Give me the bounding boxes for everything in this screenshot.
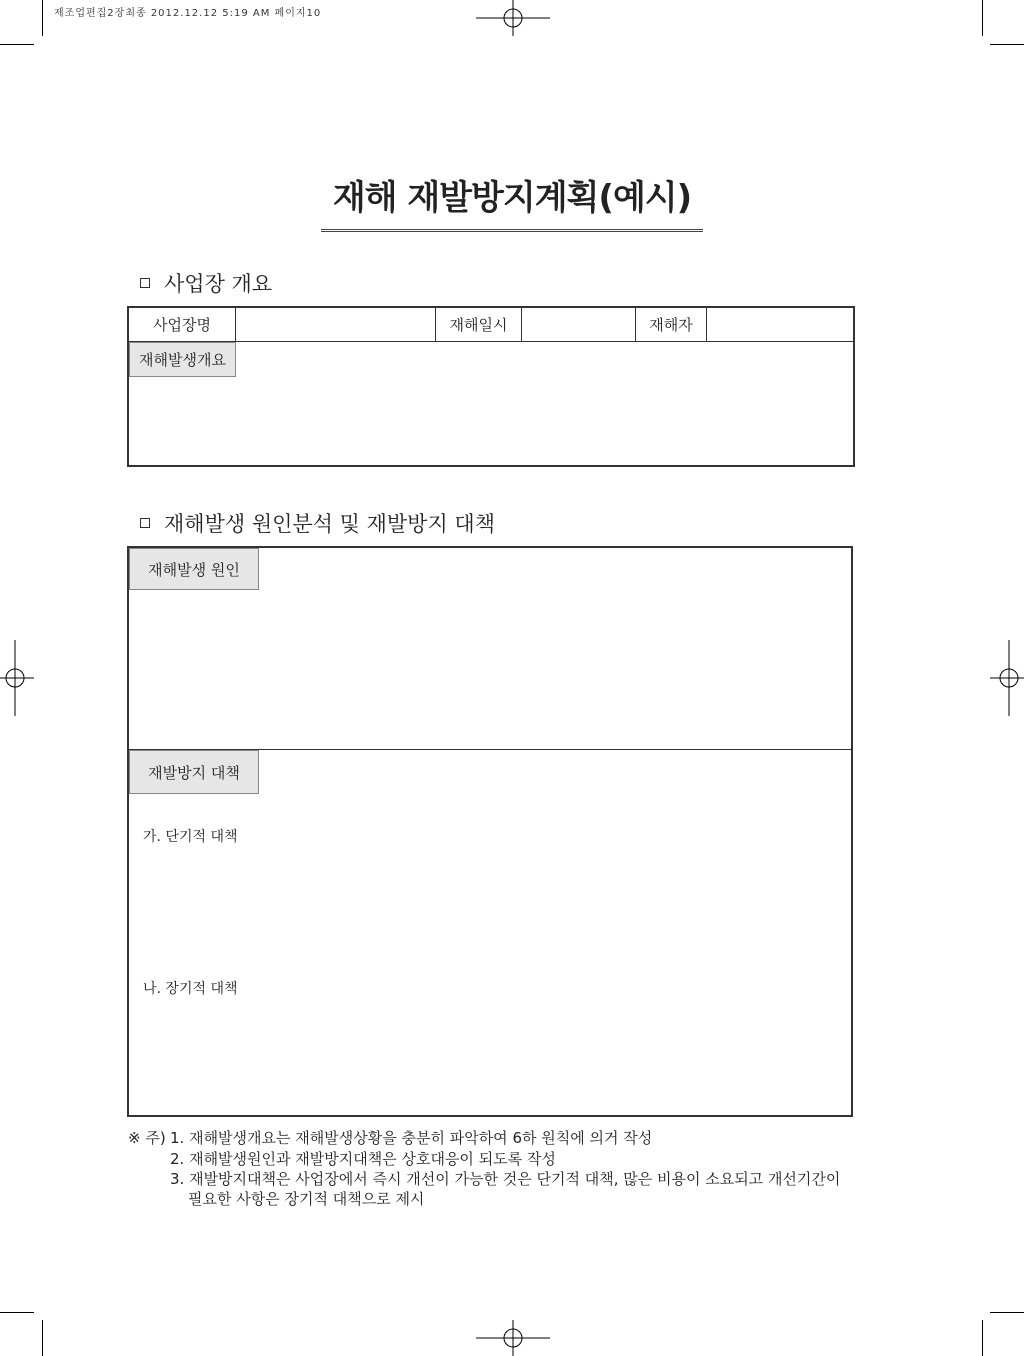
- accident-overview-label: 재해발생개요: [129, 342, 236, 377]
- note-item-1: 1. 재해발생개요는 재해발생상황을 충분히 파악하여 6하 원칙에 의거 작성: [170, 1129, 653, 1147]
- accident-cause-area[interactable]: [129, 590, 851, 748]
- checkbox-square-icon: [140, 518, 150, 528]
- cause-and-measures-table: [127, 546, 853, 1117]
- accident-cause-label: 재해발생 원인: [129, 548, 259, 590]
- accident-date-value[interactable]: [522, 308, 635, 341]
- prevention-measures-label: 재발방지 대책: [129, 750, 259, 794]
- short-term-measures-area[interactable]: [129, 848, 851, 974]
- workplace-name-label: 사업장명: [153, 316, 211, 334]
- registration-mark-top: [476, 0, 550, 36]
- workplace-name-value[interactable]: [236, 308, 435, 341]
- registration-mark-bottom: [476, 1320, 550, 1356]
- section-cause-analysis-heading: [140, 508, 495, 538]
- registration-mark-left: [0, 640, 34, 716]
- short-term-measures-heading: 가. 단기적 대책: [143, 829, 238, 845]
- workplace-overview-table: [127, 306, 855, 467]
- long-term-measures-heading: 나. 장기적 대책: [143, 981, 238, 997]
- print-slug: 제조업편집2장최종 2012.12.12 5:19 AM 페이지10: [54, 8, 322, 19]
- section-heading-text: 재해발생 원인분석 및 재발방지 대책: [164, 512, 495, 536]
- section-heading-text: 사업장 개요: [164, 272, 273, 296]
- note-item-3: 3. 재발방지대책은 사업장에서 즉시 개선이 가능한 것은 단기적 대책, 많은 비용이 소요되고 개선기간이: [170, 1170, 841, 1188]
- victim-value[interactable]: [707, 308, 853, 341]
- long-term-measures-area[interactable]: [129, 1000, 851, 1115]
- document-title: 재해 재발방지계획(예시): [321, 170, 703, 232]
- notes-prefix: ※ 주): [128, 1129, 166, 1147]
- victim-label: 재해자: [649, 316, 693, 334]
- document-title-wrap: [0, 170, 1024, 232]
- checkbox-square-icon: [140, 278, 150, 288]
- note-item-2: 2. 재해발생원인과 재발방지대책은 상호대응이 되도록 작성: [170, 1150, 556, 1168]
- registration-mark-right: [990, 640, 1024, 716]
- accident-date-label: 재해일시: [449, 316, 508, 334]
- accident-overview-area[interactable]: [129, 377, 853, 465]
- note-item-3-continued: 필요한 사항은 장기적 대책으로 제시: [188, 1190, 425, 1208]
- section-workplace-overview-heading: [140, 268, 272, 298]
